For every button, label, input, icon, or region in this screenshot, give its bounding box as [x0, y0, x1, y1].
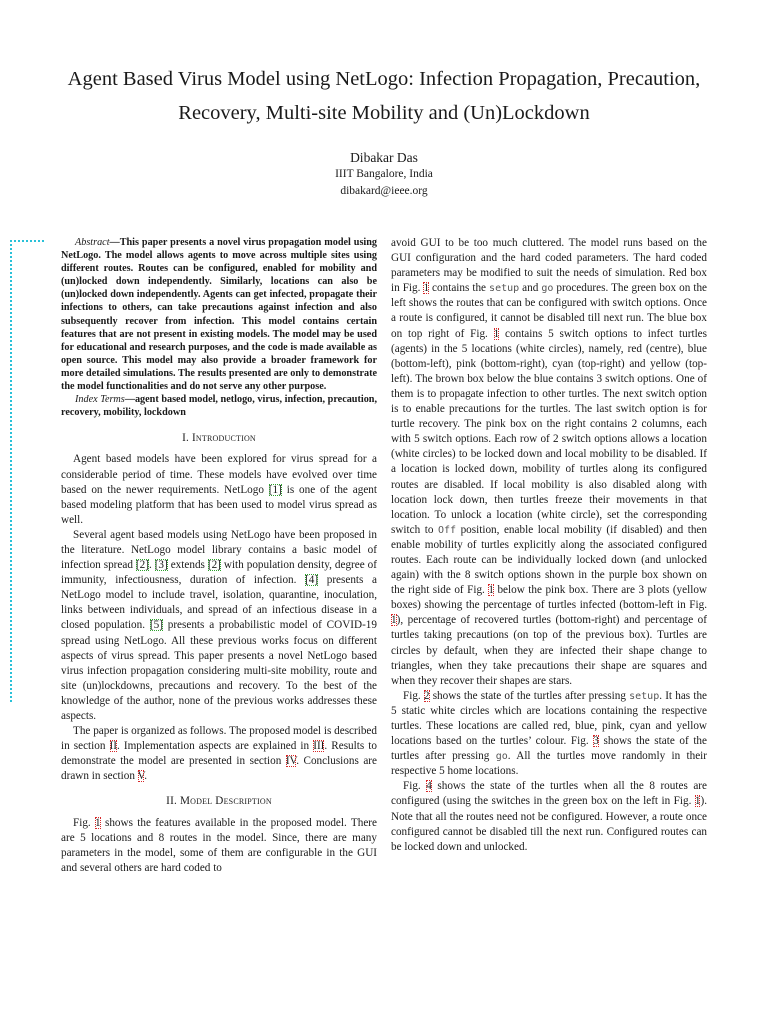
paragraph: avoid GUI to be too much cluttered. The model runs based on the GUI configuration and the hard coded parameters. The hard coded parameters may be modified to suit the needs of simulation. Red box in Fig. 1 contains the setup and go procedures. The green box on the left shows the routes that can be configured with switch options. Once a route is configured, it cannot be disabled till next run. The blue box on top right of Fig. 1 contains 5 switch options to infect turtles (agents) in the 5 locations (white circles), namely, red (centre), blue (bottom-left), pink (bottom-right), cyan (top-right) and yellow (top-left). The brown box below the blue contains 3 switch options. One of them is to propagate infection to other turtles. The next switch option is to enable precautions for the turtles. The last switch option is for turtle recovery. The pink box on the right contains 2 columns, each with 5 switch options. Each row of 2 switch options allows a location (white circles) to be locked down and local mobility to be disabled. If a location is locked down, mobility of turtles along its configured routes are disabled. If local mobility is also disabled along with location lock down, then turtles freeze their movements in that location. To unlock a location (white circle), set the corresponding switch to Off position, enable local mobility (if disabled) and then enable mobility of turtles explicitly along the associated configured routes. Each route can be individually locked down (and unlocked again) with the 8 switch options shown in the purple box shown on the right side of Fig. 1 below the pink box. There are 3 plots (yellow boxes) showing the percentage of turtles infected (bottom-left in Fig. 1), percentage of recovered turtles (bottom-right) and percentage of turtles taking precautions (on top of the previous box). Turtles are circles by default, when they are infected their shape change to triangles, when they take precautions their shape are squares and when they recover their shapes are stars.	[391, 237, 708, 687]
abstract	[61, 236, 377, 393]
author-email: dibakard@ieee.org	[340, 185, 428, 197]
author-name: Dibakar Das	[350, 150, 418, 165]
code-go: go	[541, 283, 554, 295]
citation-link[interactable]: [5]	[149, 619, 163, 632]
paragraph: Fig. 1 shows the features available in the proposed model. There are 5 locations and 8 routes in the model. Since, there are many parameters in the model, some of them are configurable in the GUI and several others are hard coded to	[61, 816, 377, 874]
citation-link[interactable]: [2]	[207, 559, 221, 572]
abstract-label: Abstract	[75, 237, 110, 248]
section-heading-introduction: I. Introduction	[182, 432, 256, 445]
index-terms	[61, 393, 377, 419]
code-setup: setup	[489, 283, 520, 295]
paragraph: Agent based models have been explored for virus spread for a considerable period of time. These models have evolved over time based on the newer requirements. NetLogo [1] is one of the agent based modeling platform that has been used to model virus spread as well.	[61, 453, 377, 526]
paragraph: Fig. 2 shows the state of the turtles after pressing setup. It has the 5 static white circles which are locations containing the respective turtles. These locations are called red, blue, pink, cyan and yellow locations based on the turtles’ colour. Fig. 3 shows the state of the turtles after pressing go. All the turtles move randomly in their respective 5 home locations.	[391, 689, 707, 778]
figure-crossref-link[interactable]: 3	[593, 735, 599, 748]
citation-link[interactable]: [3]	[154, 559, 168, 572]
arxiv-margin-box	[10, 240, 44, 702]
left-column	[61, 236, 377, 876]
section-crossref-link[interactable]: III	[313, 740, 325, 753]
index-terms-label: Index Terms	[75, 394, 125, 406]
code-go: go	[495, 751, 508, 763]
section-crossref-link[interactable]: II	[109, 740, 117, 753]
author-affiliation: IIIT Bangalore, India	[335, 168, 433, 180]
figure-crossref-link[interactable]: 1	[423, 282, 430, 295]
paragraph: Several agent based models using NetLogo have been proposed in the literature. NetLogo model library contains a basic model of infection spread [2]. [3] extends [2] with population density, degree of immunity, infectiousness, duration of infection. [4] presents a NetLogo model to include travel, isolation, quarantine, inoculation, links between individuals, and spread of an infectious disease in a closed population. [5] presents a probabilistic model of COVID-19 spread using NetLogo. All these previous works focus on different aspects of virus spread. This paper presents a novel NetLogo based virus infection propagation considering multi-site mobility, route and site (un)lockdowns, precautions and recovery. To the best of the knowledge of the author, none of the previous works addresses these aspects.	[61, 528, 377, 722]
paragraph: The paper is organized as follows. The proposed model is described in section II. Implementation aspects are explained in III. Results to demonstrate the model are presented in section IV. Conclusions are drawn in section V.	[61, 725, 377, 783]
right-column	[391, 236, 707, 855]
figure-crossref-link[interactable]: 1	[493, 327, 500, 340]
code-off: Off	[437, 524, 457, 536]
paragraph: Fig. 4 shows the state of the turtles when all the 8 routes are configured (using the switches in the green box on the left in Fig. 1). Note that all the routes need not be configured. However, a route once configured cannot be disabled till the next run. Configured routes can be locked down and unlocked.	[391, 780, 707, 853]
index-terms-text: —agent based model, netlogo, virus, infection, precaution, recovery, mobility, lockdown	[61, 394, 377, 419]
abstract-text: —This paper presents a novel virus propagation model using NetLogo. The model allows agents to move across multiple sites using different routes. Routes can be configured, enabled for mobility and (un)locked down independently. Similarly, locations can also be (un)locked down independently. Agents can get infected, propagate their infections to others, can take precautions against infection and also subsequently recover from infection. This model contains certain features that are not present in existing models. The model may be used for educational and research purposes, and the code is made available as open source. This model may also provide a broader framework for more detailed simulations. The results presented are only to demonstrate the model functionalities and do not serve any other purpose.	[61, 237, 377, 393]
citation-link[interactable]: [2]	[135, 559, 149, 572]
figure-crossref-link[interactable]: 4	[426, 780, 432, 793]
figure-crossref-link[interactable]: 1	[391, 614, 397, 627]
citation-link[interactable]: [1]	[268, 483, 282, 496]
figure-crossref-link[interactable]: 1	[488, 584, 494, 597]
paper-title: Agent Based Virus Model using NetLogo: Infection Propagation, Precaution, Recovery, Multi-site Mobility and (Un)Lockdown	[67, 68, 701, 124]
figure-crossref-link[interactable]: 1	[694, 795, 701, 808]
section-crossref-link[interactable]: V	[137, 770, 145, 783]
figure-crossref-link[interactable]: 1	[95, 816, 101, 829]
figure-crossref-link[interactable]: 2	[423, 689, 430, 702]
citation-link[interactable]: [4]	[305, 574, 319, 587]
code-setup: setup	[629, 690, 660, 702]
section-crossref-link[interactable]: IV	[285, 755, 297, 768]
section-heading-model-description: II. Model Description	[166, 795, 272, 808]
